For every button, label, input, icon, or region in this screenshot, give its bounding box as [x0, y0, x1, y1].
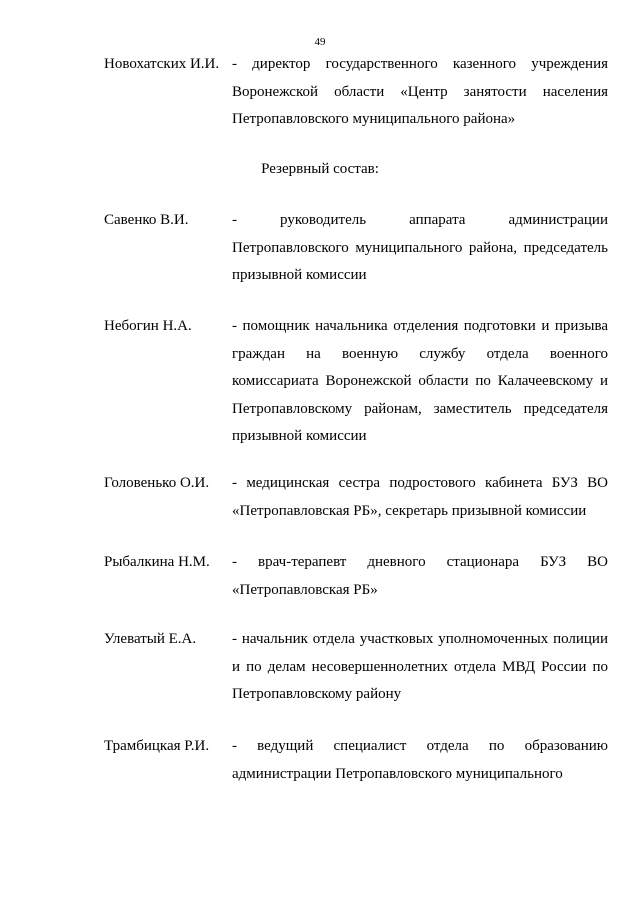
- member-description: - начальник отдела участковых уполномоченных полиции и по делам несовершеннолетних отдела МВД России по Петропавловскому району: [232, 631, 608, 702]
- member-entry: [104, 313, 608, 451]
- page-number: 49: [314, 36, 326, 48]
- member-entry: [104, 207, 608, 290]
- member-name: Савенко В.И.: [104, 212, 189, 228]
- member-name: Новохатских И.И.: [104, 56, 220, 72]
- member-name: Небогин Н.А.: [104, 318, 192, 334]
- member-name: Трамбицкая Р.И.: [104, 738, 210, 754]
- member-name: Рыбалкина Н.М.: [104, 554, 210, 570]
- member-description: - ведущий специалист отдела по образованию администрации Петропавловского муниципального: [232, 738, 608, 782]
- section-title: Резервный состав:: [261, 161, 379, 177]
- member-description: - врач-терапевт дневного стационара БУЗ ВО «Петропавловская РБ»: [232, 554, 608, 598]
- member-description: - директор государственного казенного учреждения Воронежской области «Центр занятости населения Петропавловского муниципального района»: [232, 56, 608, 127]
- member-description: - медицинская сестра подростового кабинета БУЗ ВО «Петропавловская РБ», секретарь призывной комиссии: [232, 475, 608, 519]
- member-description: - руководитель аппарата администрации Петропавловского муниципального района, председатель призывной комиссии: [232, 212, 608, 283]
- member-entry: [104, 470, 608, 525]
- member-entry: [104, 51, 608, 134]
- member-entry: [104, 549, 608, 604]
- member-entry: [104, 626, 608, 709]
- member-description: - помощник начальника отделения подготовки и призыва граждан на военную службу отдела военного комиссариата Воронежской области по Калачеевскому и Петропавловскому районам, заместитель председателя призывной комиссии: [232, 318, 608, 444]
- member-entry: [104, 733, 608, 788]
- member-name: Улеватый Е.А.: [104, 631, 197, 647]
- member-name: Головенько О.И.: [104, 475, 210, 491]
